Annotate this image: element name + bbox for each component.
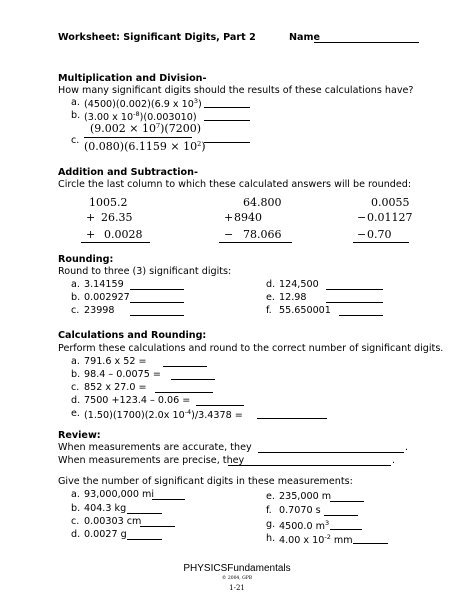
footer-brand: PHYSICSFundamentals (183, 563, 291, 574)
calc-b-expression: 98.4 – 0.0075 = (84, 369, 161, 380)
sigs-instruction: Give the number of significant digits in these measurements: (58, 476, 353, 487)
add-p1-bot: 0.0028 (104, 228, 143, 241)
sigs-h-answer-blank[interactable] (353, 543, 388, 544)
sigs-a-answer-blank[interactable] (152, 499, 185, 500)
mult-b-answer-blank[interactable] (204, 120, 250, 121)
worksheet-title: Worksheet: Significant Digits, Part 2 (58, 32, 256, 43)
sigs-f-answer-blank[interactable] (324, 515, 358, 516)
review-heading: Review: (58, 430, 101, 441)
review-precise-blank[interactable] (228, 465, 391, 466)
add-p1-op2: + (86, 228, 96, 241)
sigs-d-value: 0.0027 g (84, 529, 127, 540)
review-accurate-blank[interactable] (258, 452, 404, 453)
name-blank[interactable] (314, 42, 419, 43)
round-f-value: 55.650001 (279, 305, 331, 316)
add-p1-sum-line (81, 242, 150, 243)
sigs-g-letter: g. (266, 519, 276, 530)
mult-b-expression: (3.00 x $10^{-8})(0.003010)$ (84, 110, 197, 123)
sigs-b-answer-blank[interactable] (127, 513, 162, 514)
add-p2-op1: + (224, 211, 234, 224)
sigs-e-answer-blank[interactable] (330, 501, 364, 502)
name-label: Name (289, 32, 321, 43)
sigs-c-value: 0.00303 cm (84, 516, 142, 527)
calc-c-expression: 852 x 27.0 = (84, 382, 147, 393)
calc-d-expression: 7500 +123.4 – 0.06 = (84, 395, 191, 406)
add-p3-bot: 0.70 (367, 228, 392, 241)
calc-b-letter: b. (71, 369, 81, 380)
round-heading: Rounding: (58, 254, 114, 265)
round-a-answer-blank[interactable] (130, 289, 184, 290)
add-p3-op2: − (357, 228, 367, 241)
mult-b-letter: b. (71, 110, 81, 121)
mult-c-fraction-bar (84, 137, 192, 138)
calc-instruction: Perform these calculations and round to the correct number of significant digits. (58, 343, 444, 354)
round-b-answer-blank[interactable] (130, 302, 184, 303)
add-p1-op1: + (86, 211, 96, 224)
sigs-c-letter: c. (71, 516, 80, 527)
mult-question: How many significant digits should the results of these calculations have? (58, 85, 414, 96)
sigs-c-answer-blank[interactable] (140, 526, 175, 527)
calc-a-answer-blank[interactable] (163, 366, 207, 367)
calc-e-expression: (1.50)(1700)(2.0x $10^{-4})/3.4378$ = (84, 408, 243, 421)
mult-heading: Multiplication and Division- (58, 73, 207, 84)
add-p1-top: 1005.2 (89, 196, 128, 209)
add-p3-sum-line (353, 242, 409, 243)
mult-c-numerator: $(9.002 \times 10^7)(7200)$ (90, 122, 202, 135)
mult-c-letter: c. (71, 135, 80, 146)
sigs-a-value: 93,000,000 mi (84, 489, 154, 500)
sigs-g-value: 4500.0 $m^3$ (279, 519, 330, 532)
calc-d-answer-blank[interactable] (196, 405, 244, 406)
add-p3-op1: − (357, 211, 367, 224)
add-heading: Addition and Subtraction- (58, 167, 198, 178)
review-accurate-period: . (405, 442, 409, 453)
round-c-answer-blank[interactable] (130, 315, 184, 316)
calc-d-letter: d. (71, 395, 81, 406)
mult-a-expression: (4500)(0.002)(6.9 x $10^3$) (84, 97, 202, 110)
sigs-e-value: 235,000 m (279, 491, 332, 502)
sigs-b-value: 404.3 kg (84, 503, 127, 514)
sigs-h-letter: h. (266, 533, 276, 544)
sigs-b-letter: b. (71, 503, 81, 514)
round-b-letter: b. (71, 292, 81, 303)
mult-a-answer-blank[interactable] (204, 107, 250, 108)
add-question: Circle the last column to which these calculated answers will be rounded: (58, 179, 412, 190)
round-c-value: 23998 (84, 305, 115, 316)
calc-heading: Calculations and Rounding: (58, 330, 207, 341)
sigs-d-letter: d. (71, 529, 81, 540)
round-f-answer-blank[interactable] (339, 315, 383, 316)
add-p2-mid: 8940 (234, 211, 262, 224)
mult-c-fraction (84, 122, 206, 157)
calc-a-letter: a. (71, 356, 80, 367)
calc-a-expression: 791.6 x 52 = (84, 356, 147, 367)
calc-b-answer-blank[interactable] (171, 379, 215, 380)
sigs-g-answer-blank[interactable] (330, 529, 362, 530)
add-p2-bot: 78.066 (243, 228, 282, 241)
round-c-letter: c. (71, 305, 80, 316)
round-a-value: 3.14159 (84, 279, 124, 290)
calc-c-answer-blank[interactable] (155, 392, 213, 393)
add-p2-op2: − (224, 228, 234, 241)
round-f-letter: f. (266, 305, 272, 316)
round-d-answer-blank[interactable] (326, 289, 383, 290)
calc-e-letter: e. (71, 408, 80, 419)
sigs-f-value: 0.7070 s (279, 505, 321, 516)
round-instruction: Round to three (3) significant digits: (58, 266, 232, 277)
round-b-value: 0.002927 (84, 292, 130, 303)
sigs-d-answer-blank[interactable] (127, 539, 162, 540)
footer-page-number: 1-21 (229, 584, 245, 592)
round-e-value: 12.98 (279, 292, 307, 303)
calc-c-letter: c. (71, 382, 80, 393)
add-p3-top: 0.0055 (371, 196, 410, 209)
round-d-value: 124,500 (279, 279, 319, 290)
sigs-f-letter: f. (266, 505, 272, 516)
round-d-letter: d. (266, 279, 276, 290)
mult-c-denominator: $(0.080)(6.1159 \times 10^2)$ (84, 140, 206, 153)
add-p3-mid: 0.01127 (367, 211, 413, 224)
round-e-letter: e. (266, 292, 275, 303)
mult-c-answer-blank[interactable] (204, 142, 250, 143)
add-p1-mid: 26.35 (101, 211, 133, 224)
sigs-a-letter: a. (71, 489, 80, 500)
review-accurate-text: When measurements are accurate, they (58, 442, 252, 453)
review-precise-period: . (392, 455, 396, 466)
add-p2-top: 64.800 (243, 196, 282, 209)
footer-copyright: © 2004, GPB (221, 576, 253, 581)
sigs-h-value: 4.00 x $10^{-2}$ mm (279, 533, 353, 546)
sigs-e-letter: e. (266, 491, 275, 502)
mult-a-letter: a. (71, 97, 80, 108)
add-p2-sum-line (219, 242, 292, 243)
calc-e-answer-blank[interactable] (257, 418, 327, 419)
review-precise-text: When measurements are precise, they (58, 455, 245, 466)
round-a-letter: a. (71, 279, 80, 290)
round-e-answer-blank[interactable] (326, 302, 383, 303)
